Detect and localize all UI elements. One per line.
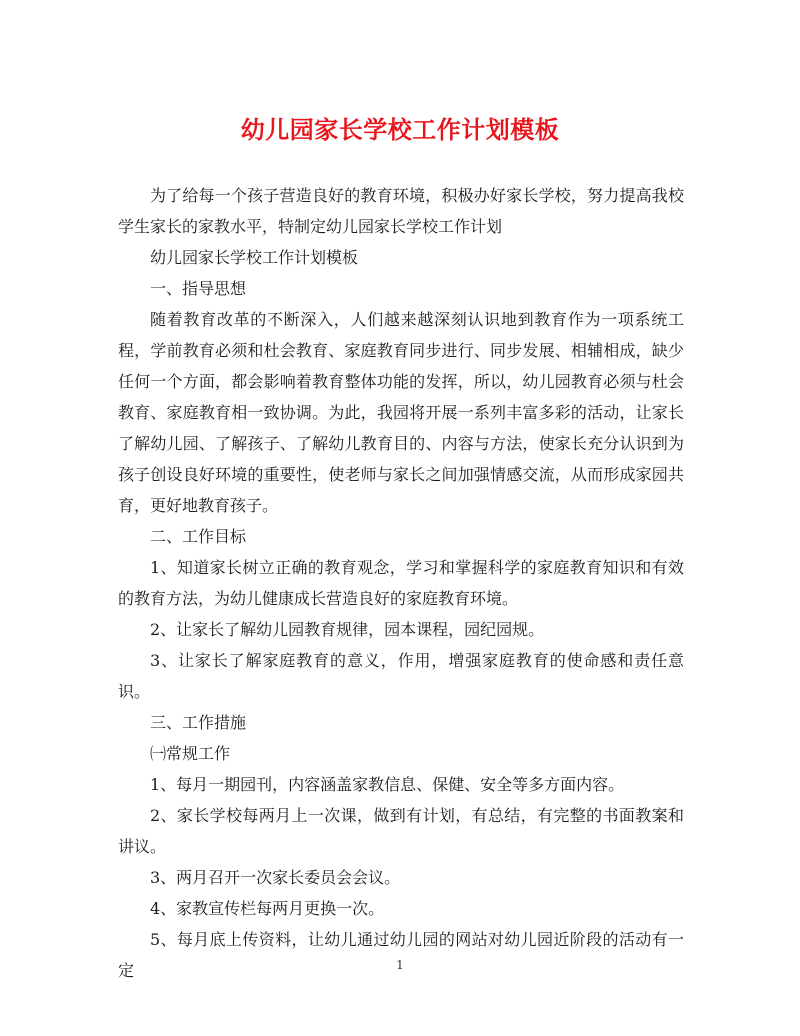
measure-item: 3、两月召开一次家长委员会会议。 [150,868,401,887]
section-heading-work-goals: 二、工作目标 [150,527,247,546]
section-heading-guiding-ideas: 一、指导思想 [150,279,247,298]
goal-item: 2、让家长了解幼儿园教育规律，园本课程，园纪园规。 [150,620,545,639]
subtitle-line: 幼儿园家长学校工作计划模板 [150,248,359,267]
page-number: 1 [396,958,404,972]
measure-item: 1、每月一期园刊，内容涵盖家教信息、保健、安全等多方面内容。 [150,775,625,794]
document-body [118,180,684,986]
document-title: 幼儿园家长学校工作计划模板 [240,115,560,144]
measure-item: 4、家教宣传栏每两月更换一次。 [150,899,385,918]
section-heading-work-measures: 三、工作措施 [150,713,247,732]
goal-item: 1、知道家长树立正确的教育观念，学习和掌握科学的家庭教育知识和有效的教育方法，为幼儿健康成长营造良好的家庭教育环境。 [118,558,684,608]
measure-item: 2、家长学校每两月上一次课，做到有计划，有总结，有完整的书面教案和讲议。 [118,806,684,856]
subsection-heading-routine-work: ㈠常规工作 [150,744,231,763]
intro-paragraph: 为了给每一个孩子营造良好的教育环境，积极办好家长学校，努力提高我校学生家长的家教水平，特制定幼儿园家长学校工作计划 [118,186,684,236]
goal-item: 3、让家长了解家庭教育的意义，作用，增强家庭教育的使命感和责任意识。 [118,651,684,701]
guiding-ideas-paragraph: 随着教育改革的不断深入，人们越来越深刻认识地到教育作为一项系统工程，学前教育必须和杜会教育、家庭教育同步进行、同步发展、相辅相成，缺少任何一个方面，都会影响着教育整体功能的发挥，所以，幼儿园教育必须与杜会教育、家庭教育相一致协调。为此，我园将开展一系列丰富多彩的活动，让家长了解幼儿园、了解孩子、了解幼儿教育目的、内容与方法，使家长充分认识到为孩子创设良好环境的重要性，使老师与家长之间加强情感交流，从而形成家园共育，更好地教育孩子。 [118,310,684,515]
measure-item: 5、每月底上传资料，让幼儿通过幼儿园的网站对幼儿园近阶段的活动有一定 [118,930,684,980]
